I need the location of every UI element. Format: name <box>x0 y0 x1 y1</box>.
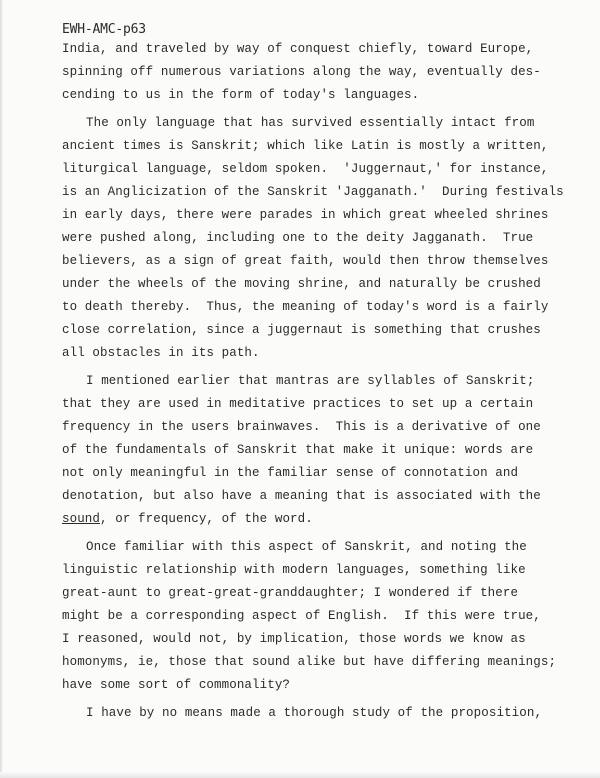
text-line: great-aunt to great-great-granddaughter; I wondered if there <box>62 586 519 600</box>
text-line-indented: I have by no means made a thorough study of the proposition, <box>86 706 543 720</box>
text-line: cending to us in the form of today's languages. <box>62 88 420 102</box>
text-line: have some sort of commonality? <box>62 678 291 692</box>
text-line: were pushed along, including one to the deity Jagganath. True <box>62 231 534 245</box>
text-line: denotation, but also have a meaning that is associated with the <box>62 489 541 503</box>
text-line: homonyms, ie, those that sound alike but have differing meanings; <box>62 655 557 669</box>
text-line-indented: The only language that has survived essentially intact from <box>86 116 535 130</box>
text-line: all obstacles in its path. <box>62 346 260 360</box>
page-left-edge-shadow <box>0 0 3 778</box>
text-line-rest: , or frequency, of the word. <box>100 512 313 526</box>
text-line: might be a corresponding aspect of English. If this were true, <box>62 609 541 623</box>
page-bottom-edge-shadow <box>0 772 600 778</box>
text-line: under the wheels of the moving shrine, and naturally be crushed <box>62 277 541 291</box>
text-line: close correlation, since a juggernaut is something that crushes <box>62 323 541 337</box>
text-line: is an Anglicization of the Sanskrit 'Jagganath.' During festivals <box>62 185 564 199</box>
text-line: not only meaningful in the familiar sense of connotation and <box>62 466 519 480</box>
text-line: India, and traveled by way of conquest chiefly, toward Europe, <box>62 42 534 56</box>
document-body <box>62 38 594 725</box>
text-line-underlined-word <box>62 508 594 531</box>
text-line: to death thereby. Thus, the meaning of today's word is a fairly <box>62 300 549 314</box>
text-line: liturgical language, seldom spoken. 'Juggernaut,' for instance, <box>62 162 549 176</box>
text-line: ancient times is Sanskrit; which like Latin is mostly a written, <box>62 139 549 153</box>
text-line: in early days, there were parades in which great wheeled shrines <box>62 208 549 222</box>
text-line-indented: Once familiar with this aspect of Sanskrit, and noting the <box>86 540 527 554</box>
text-line: I reasoned, would not, by implication, those words we know as <box>62 632 526 646</box>
underlined-word-sound: sound <box>62 512 101 526</box>
text-line: spinning off numerous variations along the way, eventually des- <box>62 65 541 79</box>
document-id-header: EWH-AMC-p63 <box>62 22 146 37</box>
text-line: linguistic relationship with modern languages, something like <box>62 563 526 577</box>
text-line: frequency in the users brainwaves. This is a derivative of one <box>62 420 541 434</box>
text-line: of the fundamentals of Sanskrit that make it unique: words are <box>62 443 534 457</box>
text-line-indented: I mentioned earlier that mantras are syllables of Sanskrit; <box>86 374 535 388</box>
text-line: believers, as a sign of great faith, would then throw themselves <box>62 254 549 268</box>
text-line: that they are used in meditative practices to set up a certain <box>62 397 534 411</box>
